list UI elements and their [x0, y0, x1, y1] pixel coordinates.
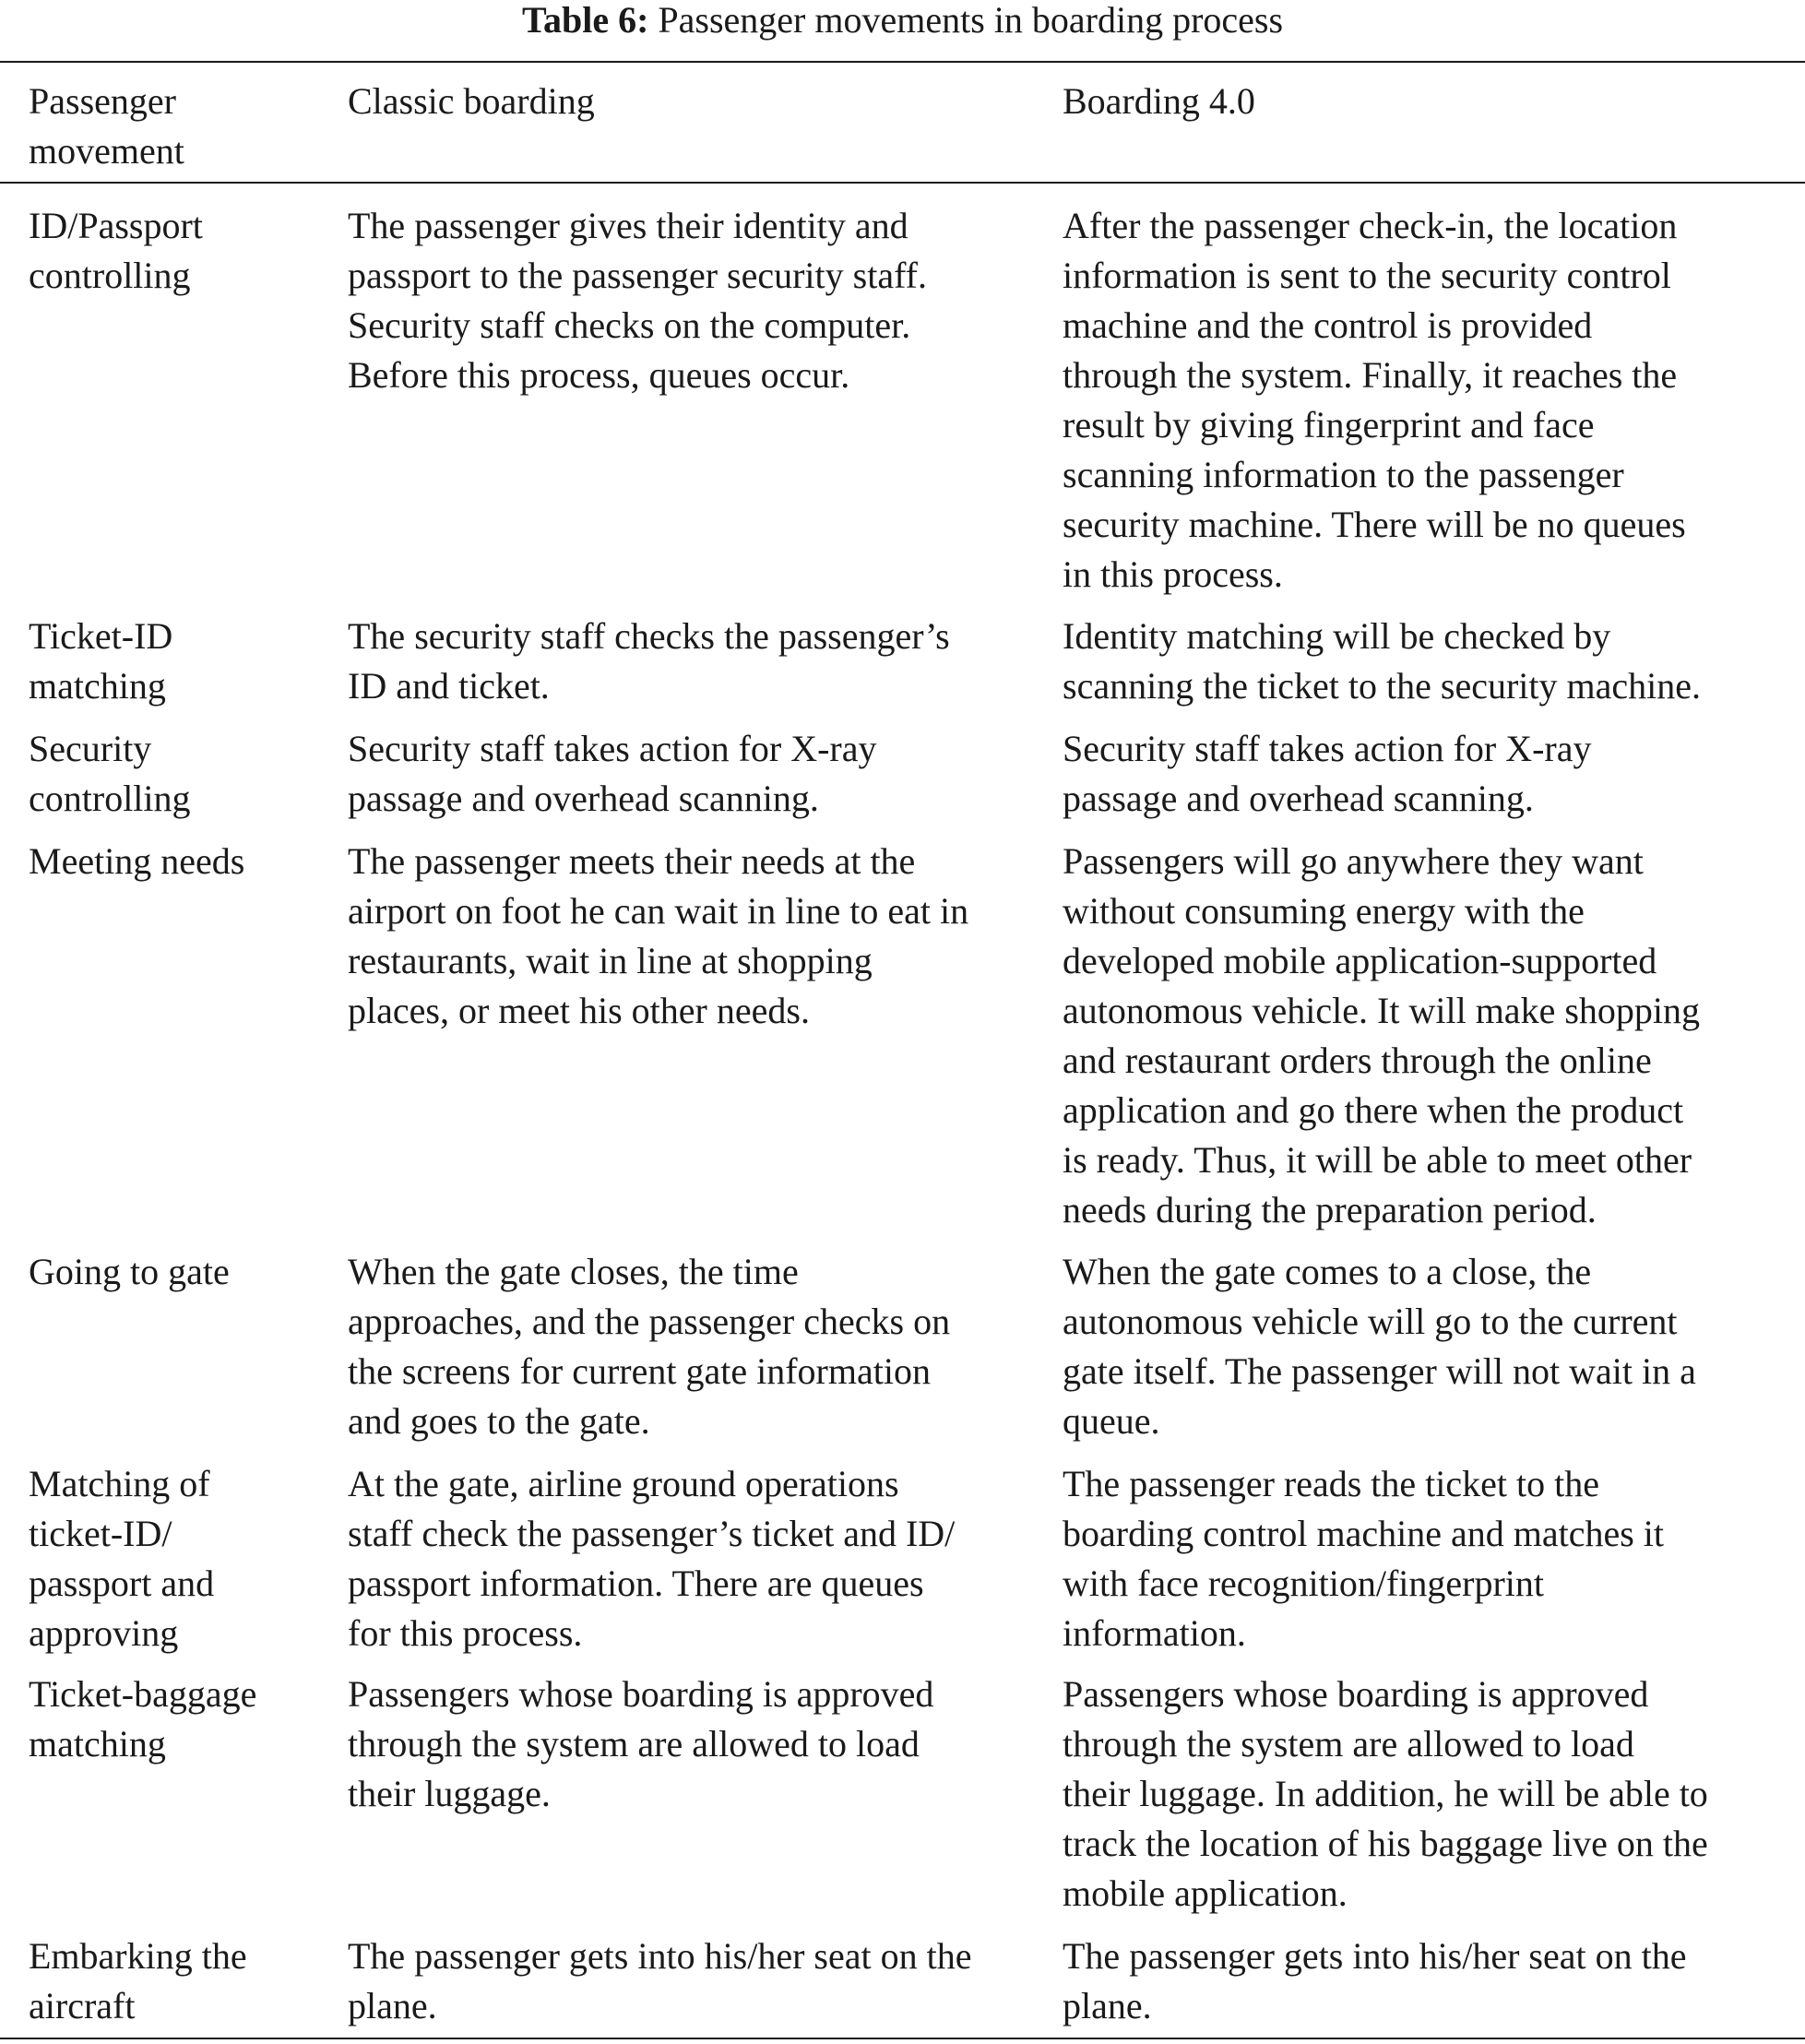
cell-line: Going to gate — [29, 1251, 230, 1292]
cell-line: passport to the passenger security staff. — [348, 255, 927, 296]
table-caption — [0, 0, 1805, 41]
cell-classic-boarding — [348, 201, 927, 400]
cell-boarding-40 — [1063, 1931, 1686, 2031]
cell-line: approaches, and the passenger checks on — [348, 1301, 951, 1342]
cell-classic-boarding — [348, 1247, 950, 1446]
cell-movement — [29, 612, 172, 711]
cell-line: places, or meet his other needs. — [348, 990, 810, 1031]
cell-movement — [29, 201, 203, 301]
table-top-rule — [0, 61, 1805, 63]
cell-line: plane. — [1063, 1985, 1152, 2026]
cell-line: Security — [29, 728, 152, 769]
cell-line: When the gate comes to a close, the — [1063, 1251, 1592, 1292]
cell-line: track the location of his baggage live on the — [1063, 1823, 1708, 1864]
cell-line: Boarding 4.0 — [1063, 80, 1255, 122]
table-header-rule — [0, 182, 1805, 184]
cell-line: The security staff checks the passenger’s — [348, 615, 950, 657]
cell-line: ID/Passport — [29, 205, 203, 246]
cell-line: Passengers whose boarding is approved — [1063, 1673, 1649, 1715]
header-col-classic — [348, 77, 595, 126]
cell-classic-boarding — [348, 1670, 933, 1819]
cell-line: Passengers will go anywhere they want — [1063, 840, 1644, 882]
cell-movement — [29, 1931, 247, 2031]
cell-line: controlling — [29, 255, 191, 296]
cell-movement — [29, 1459, 214, 1658]
cell-line: machine and the control is provided — [1063, 304, 1593, 346]
cell-line: Security staff takes action for X-ray — [1063, 728, 1592, 769]
cell-line: with face recognition/fingerprint — [1063, 1563, 1545, 1604]
cell-line: Classic boarding — [348, 80, 595, 122]
cell-line: autonomous vehicle. It will make shopping — [1063, 990, 1700, 1031]
cell-line: gate itself. The passenger will not wait in a — [1063, 1350, 1696, 1392]
cell-line: their luggage. In addition, he will be able to — [1063, 1773, 1708, 1814]
cell-movement — [29, 724, 191, 824]
table-caption-text: Passenger movements in boarding process — [658, 0, 1284, 41]
cell-line: through the system. Finally, it reaches the — [1063, 354, 1678, 396]
cell-boarding-40 — [1063, 1247, 1696, 1446]
cell-line: security machine. There will be no queues — [1063, 504, 1686, 545]
cell-boarding-40 — [1063, 612, 1701, 711]
cell-classic-boarding — [348, 837, 968, 1036]
cell-line: Ticket-baggage — [29, 1673, 257, 1715]
table-caption-label: Table 6: — [521, 0, 649, 41]
cell-line: Meeting needs — [29, 840, 245, 882]
cell-line: Passengers whose boarding is approved — [348, 1673, 934, 1715]
cell-line: and restaurant orders through the online — [1063, 1040, 1652, 1081]
cell-classic-boarding — [348, 724, 877, 824]
cell-line: mobile application. — [1063, 1872, 1348, 1914]
cell-line: After the passenger check-in, the location — [1063, 205, 1678, 246]
cell-line: Security staff checks on the computer. — [348, 304, 911, 346]
cell-line: Matching of — [29, 1463, 210, 1504]
cell-line: scanning information to the passenger — [1063, 454, 1624, 495]
cell-classic-boarding — [348, 612, 950, 711]
cell-boarding-40 — [1063, 1670, 1708, 1919]
cell-line: autonomous vehicle will go to the current — [1063, 1301, 1678, 1342]
cell-line: Before this process, queues occur. — [348, 354, 850, 396]
cell-line: The passenger gives their identity and — [348, 205, 908, 246]
cell-line: ticket-ID/ — [29, 1513, 172, 1554]
cell-line: Ticket-ID — [29, 615, 173, 657]
cell-line: plane. — [348, 1985, 437, 2026]
cell-line: application and go there when the product — [1063, 1089, 1684, 1131]
cell-line: When the gate closes, the time — [348, 1251, 799, 1292]
cell-line: through the system are allowed to load — [1063, 1723, 1634, 1765]
cell-line: staff check the passenger’s ticket and ID/ — [348, 1513, 956, 1554]
cell-line: The passenger meets their needs at the — [348, 840, 916, 882]
cell-line: and goes to the gate. — [348, 1400, 650, 1442]
header-col-movement — [29, 77, 184, 176]
cell-boarding-40 — [1063, 201, 1686, 600]
cell-line: without consuming energy with the — [1063, 890, 1585, 932]
cell-line: for this process. — [348, 1612, 583, 1654]
cell-line: restaurants, wait in line at shopping — [348, 940, 873, 981]
cell-line: their luggage. — [348, 1773, 551, 1814]
cell-line: boarding control machine and matches it — [1063, 1513, 1665, 1554]
cell-line: the screens for current gate information — [348, 1350, 931, 1392]
cell-line: information. — [1063, 1612, 1246, 1654]
cell-classic-boarding — [348, 1459, 955, 1658]
cell-line: queue. — [1063, 1400, 1160, 1442]
cell-line: passage and overhead scanning. — [348, 778, 819, 819]
cell-line: passport and — [29, 1563, 215, 1604]
cell-line: information is sent to the security control — [1063, 255, 1671, 296]
cell-line: Security staff takes action for X-ray — [348, 728, 877, 769]
cell-movement — [29, 837, 244, 886]
cell-line: aircraft — [29, 1985, 136, 2026]
cell-line: The passenger gets into his/her seat on the — [348, 1935, 972, 1977]
cell-line: matching — [29, 665, 166, 707]
cell-line: At the gate, airline ground operations — [348, 1463, 899, 1504]
cell-classic-boarding — [348, 1931, 971, 2031]
cell-line: The passenger gets into his/her seat on the — [1063, 1935, 1687, 1977]
cell-movement — [29, 1670, 256, 1769]
cell-line: matching — [29, 1723, 166, 1765]
cell-line: passport information. There are queues — [348, 1563, 924, 1604]
cell-line: Passenger — [29, 80, 176, 122]
cell-line: movement — [29, 130, 184, 172]
cell-line: passage and overhead scanning. — [1063, 778, 1534, 819]
cell-line: ID and ticket. — [348, 665, 550, 707]
header-col-boarding40 — [1063, 77, 1255, 126]
cell-line: developed mobile application-supported — [1063, 940, 1657, 981]
cell-line: through the system are allowed to load — [348, 1723, 920, 1765]
cell-line: needs during the preparation period. — [1063, 1189, 1597, 1230]
table-bottom-rule — [0, 2038, 1805, 2039]
cell-line: result by giving fingerprint and face — [1063, 404, 1595, 446]
cell-line: Embarking the — [29, 1935, 247, 1977]
cell-line: scanning the ticket to the security machine. — [1063, 665, 1701, 707]
cell-line: controlling — [29, 778, 191, 819]
cell-line: is ready. Thus, it will be able to meet other — [1063, 1139, 1692, 1181]
cell-boarding-40 — [1063, 837, 1700, 1235]
cell-boarding-40 — [1063, 1459, 1664, 1658]
cell-line: in this process. — [1063, 553, 1283, 595]
cell-movement — [29, 1247, 230, 1297]
cell-boarding-40 — [1063, 724, 1592, 824]
cell-line: Identity matching will be checked by — [1063, 615, 1611, 657]
cell-line: The passenger reads the ticket to the — [1063, 1463, 1599, 1504]
cell-line: airport on foot he can wait in line to eat in — [348, 890, 969, 932]
cell-line: approving — [29, 1612, 179, 1654]
